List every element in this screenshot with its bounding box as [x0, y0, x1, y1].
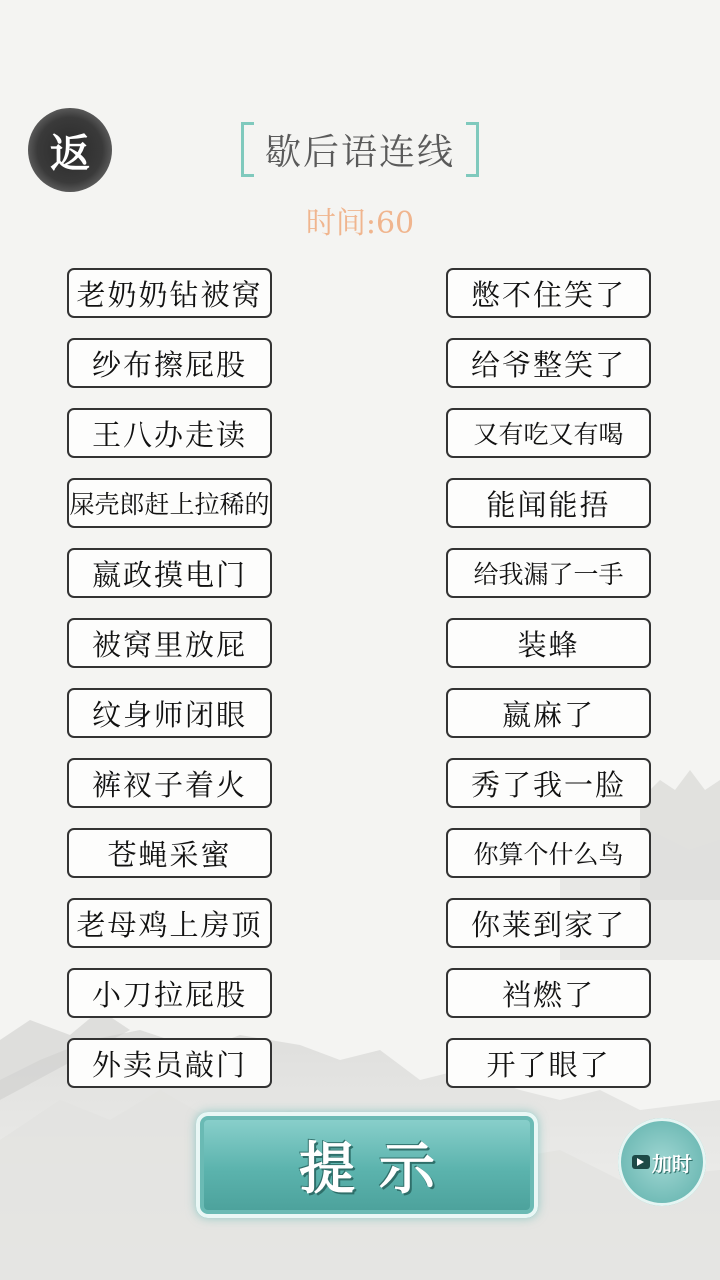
right-item[interactable]: 你莱到家了 [446, 898, 651, 948]
timer-value: 60 [375, 206, 415, 241]
left-item[interactable]: 外卖员敲门 [67, 1038, 272, 1088]
add-time-button[interactable] [618, 1118, 706, 1206]
video-icon [632, 1155, 650, 1169]
page-title [241, 120, 479, 179]
left-item[interactable]: 小刀拉屁股 [67, 968, 272, 1018]
title-bracket-right [466, 122, 479, 177]
left-item[interactable]: 屎壳郎赶上拉稀的 [67, 478, 272, 528]
back-button[interactable]: 返 [28, 108, 112, 192]
left-item[interactable]: 纱布擦屁股 [67, 338, 272, 388]
hint-button[interactable] [196, 1112, 538, 1218]
left-item[interactable]: 嬴政摸电门 [67, 548, 272, 598]
title-bar [0, 120, 720, 179]
title-bracket-left [241, 122, 254, 177]
left-item[interactable]: 老奶奶钻被窝 [67, 268, 272, 318]
timer [0, 198, 720, 242]
left-item[interactable]: 被窝里放屁 [67, 618, 272, 668]
left-item[interactable]: 苍蝇采蜜 [67, 828, 272, 878]
left-item[interactable]: 老母鸡上房顶 [67, 898, 272, 948]
right-item[interactable]: 裆燃了 [446, 968, 651, 1018]
right-item[interactable]: 秀了我一脸 [446, 758, 651, 808]
right-item[interactable]: 你算个什么鸟 [446, 828, 651, 878]
left-item[interactable]: 裤衩子着火 [67, 758, 272, 808]
right-column [446, 268, 651, 1108]
left-column [67, 268, 272, 1108]
timer-label: 时间: [305, 206, 376, 241]
left-item[interactable]: 纹身师闭眼 [67, 688, 272, 738]
right-item[interactable]: 憋不住笑了 [446, 268, 651, 318]
right-item[interactable]: 给我漏了一手 [446, 548, 651, 598]
page-title-text: 歇后语连线 [264, 132, 455, 173]
right-item[interactable]: 装蜂 [446, 618, 651, 668]
right-item[interactable]: 能闻能捂 [446, 478, 651, 528]
right-item[interactable]: 又有吃又有喝 [446, 408, 651, 458]
right-item[interactable]: 给爷整笑了 [446, 338, 651, 388]
add-time-label: 加时 [652, 1151, 692, 1176]
right-item[interactable]: 嬴麻了 [446, 688, 651, 738]
hint-label: 提示 [299, 1136, 459, 1202]
right-item[interactable]: 开了眼了 [446, 1038, 651, 1088]
left-item[interactable]: 王八办走读 [67, 408, 272, 458]
